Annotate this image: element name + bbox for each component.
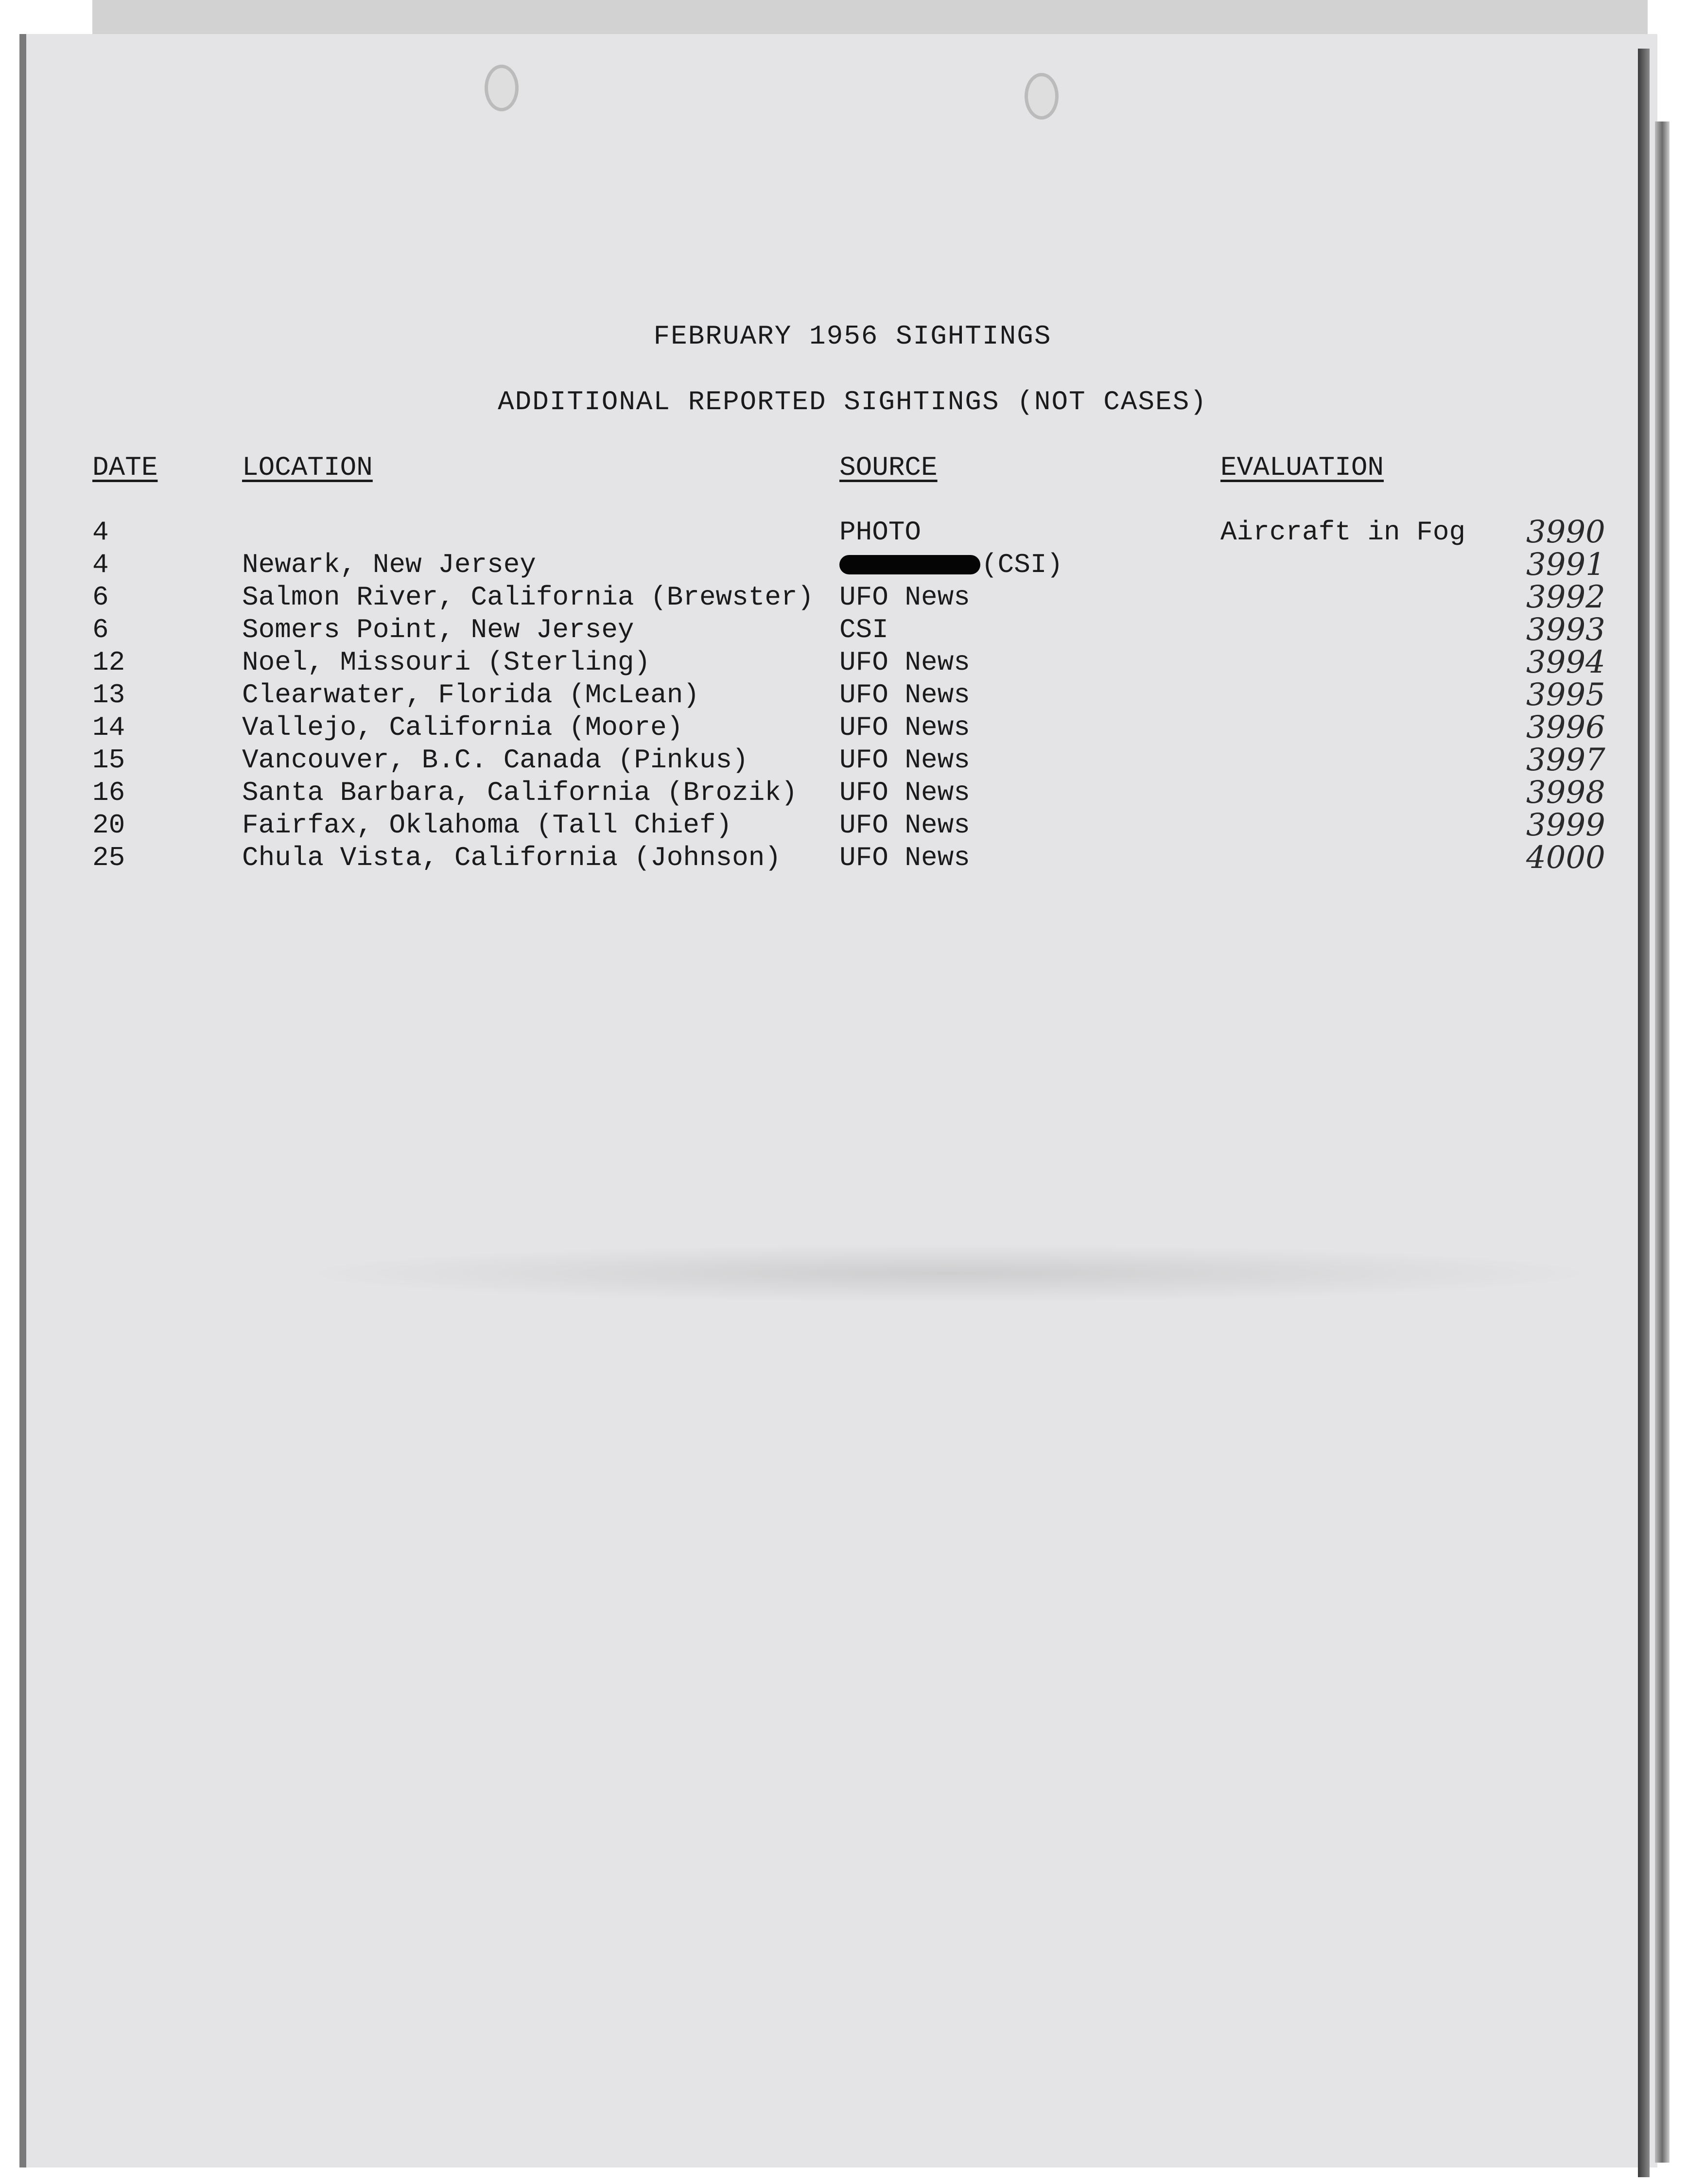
row-location: Somers Point, New Jersey [242, 614, 634, 645]
row-source-text: (CSI) [981, 549, 1063, 580]
row-handwritten-number: 3991 [1526, 547, 1605, 583]
row-location: Fairfax, Oklahoma (Tall Chief) [242, 810, 732, 841]
row-location: Vallejo, California (Moore) [242, 712, 683, 743]
row-source: CSI [839, 614, 888, 645]
redaction-mark [839, 555, 980, 574]
table-row [0, 679, 1705, 711]
row-location: Santa Barbara, California (Brozik) [242, 777, 798, 808]
table-row [0, 809, 1705, 842]
row-date: 20 [92, 810, 125, 841]
row-source: UFO News [839, 712, 970, 743]
column-header-source: SOURCE [839, 452, 938, 483]
table-row [0, 516, 1705, 549]
row-location: Salmon River, California (Brewster) [242, 582, 814, 613]
row-location: Noel, Missouri (Sterling) [242, 647, 651, 678]
row-handwritten-number: 3996 [1526, 710, 1605, 745]
row-date: 4 [92, 517, 109, 548]
row-date: 6 [92, 614, 109, 645]
row-date: 4 [92, 549, 109, 580]
table-row [0, 646, 1705, 679]
row-handwritten-number: 3992 [1526, 579, 1605, 615]
table-row [0, 549, 1705, 581]
row-date: 16 [92, 777, 125, 808]
table-row [0, 711, 1705, 744]
row-source [839, 549, 1063, 581]
row-handwritten-number: 3994 [1526, 644, 1605, 680]
table-row [0, 842, 1705, 874]
document-title: FEBRUARY 1956 SIGHTINGS [653, 321, 1052, 352]
row-source: UFO News [839, 679, 970, 711]
scanner-top-strip [92, 0, 1648, 34]
row-source: UFO News [839, 777, 970, 808]
row-source: UFO News [839, 745, 970, 776]
row-source: PHOTO [839, 517, 922, 548]
punch-hole-right [1025, 73, 1059, 120]
row-handwritten-number: 4000 [1526, 840, 1605, 876]
row-date: 6 [92, 582, 109, 613]
row-location: Newark, New Jersey [242, 549, 536, 580]
row-date: 25 [92, 842, 125, 873]
table-row [0, 614, 1705, 646]
table-row [0, 777, 1705, 809]
row-date: 14 [92, 712, 125, 743]
row-date: 15 [92, 745, 125, 776]
row-evaluation: Aircraft in Fog [1220, 517, 1466, 548]
row-handwritten-number: 3990 [1526, 514, 1605, 550]
column-header-date: DATE [92, 452, 158, 483]
document-subtitle: ADDITIONAL REPORTED SIGHTINGS (NOT CASES) [498, 386, 1207, 417]
row-location: Vancouver, B.C. Canada (Pinkus) [242, 745, 748, 776]
column-header-location: LOCATION [242, 452, 373, 483]
row-handwritten-number: 3997 [1526, 742, 1605, 778]
row-handwritten-number: 3999 [1526, 807, 1605, 843]
document-page [19, 34, 1657, 2167]
column-header-evaluation: EVALUATION [1220, 452, 1384, 483]
page-edge-shadow [1638, 49, 1650, 2177]
row-handwritten-number: 3998 [1526, 775, 1605, 811]
row-handwritten-number: 3995 [1526, 677, 1605, 713]
row-handwritten-number: 3993 [1526, 612, 1605, 648]
page-edge-underlay [1655, 121, 1670, 2163]
table-row [0, 581, 1705, 614]
row-source: UFO News [839, 842, 970, 873]
sightings-table [0, 516, 1705, 874]
row-source: UFO News [839, 810, 970, 841]
scan-smudge [292, 1244, 1604, 1302]
table-row [0, 744, 1705, 777]
row-source: UFO News [839, 647, 970, 678]
row-date: 12 [92, 647, 125, 678]
row-location: Chula Vista, California (Johnson) [242, 842, 781, 873]
row-location: Clearwater, Florida (McLean) [242, 679, 699, 711]
row-source: UFO News [839, 582, 970, 613]
punch-hole-left [485, 65, 519, 111]
row-date: 13 [92, 679, 125, 711]
